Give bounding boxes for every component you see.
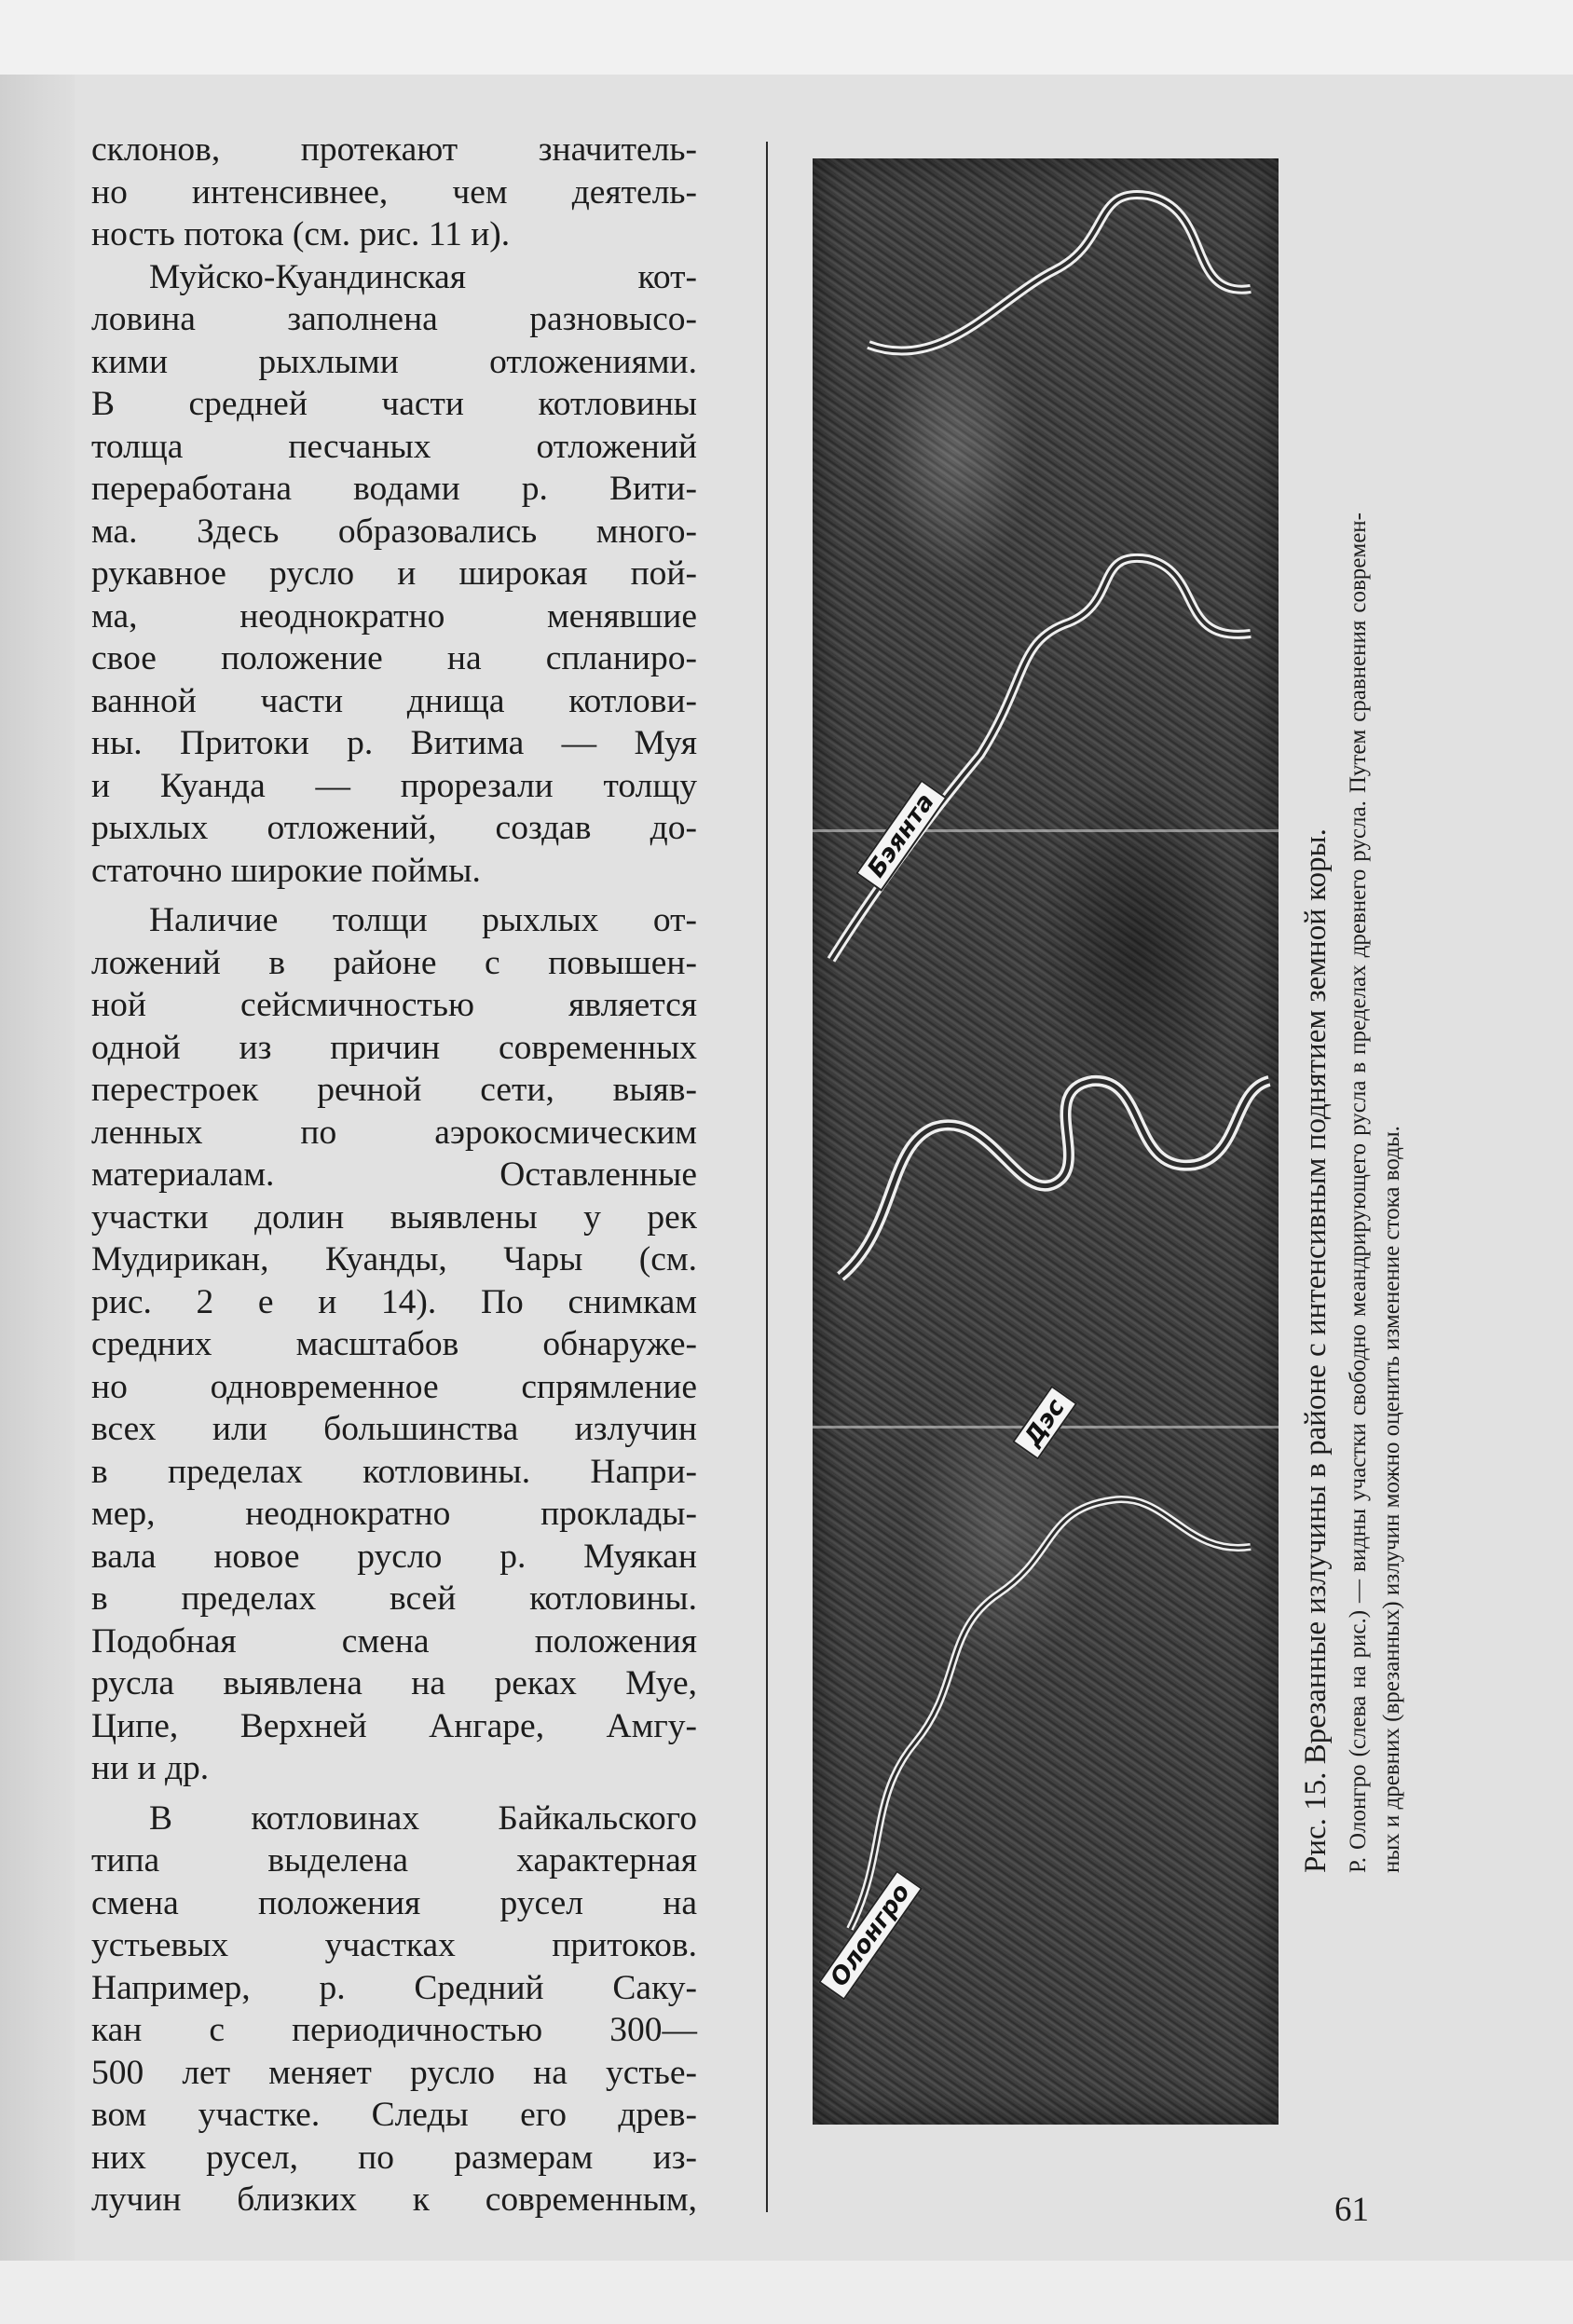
text-line: ма. Здесь образовались много- (91, 512, 697, 551)
caption-line: ных и древних (врезанных) излучин можно оценить изменение стока воды. (1379, 1126, 1404, 1873)
text-line: них русел, по размерам из- (91, 2138, 697, 2177)
paragraph-4 (91, 1798, 697, 2221)
text-line: но одновременное спрямление (91, 1367, 697, 1406)
text-line: Например, р. Средний Саку- (91, 1968, 697, 2007)
text-line: ной сейсмичностью является (91, 986, 697, 1024)
caption-description (1342, 513, 1409, 1873)
text-line: типа выделена характерная (91, 1841, 697, 1880)
text-line: ма, неоднократно менявшие (91, 596, 697, 636)
text-line: в пределах всей котловины. (91, 1579, 697, 1618)
text-line: и Куанда — прорезали толщу (91, 766, 697, 805)
text-line: В котловинах Байкальского (149, 1798, 697, 1838)
text-line: средних масштабов обнаруже- (91, 1325, 697, 1363)
text-line: рукавное русло и широкая пой- (91, 554, 697, 593)
figure-caption (1295, 513, 1472, 1873)
river-label-des: Дэс (1012, 1386, 1077, 1460)
text-line: ложений в районе с повышен- (91, 943, 697, 982)
text-line: кан с периодичностью 300— (91, 2011, 697, 2049)
scan-margin-bottom (0, 2261, 1573, 2324)
book-page (75, 75, 1573, 2261)
body-text-column (91, 129, 697, 2221)
text-line: участки долин выявлены у рек (91, 1197, 697, 1237)
text-line: но интенсивнее, чем деятель- (91, 172, 697, 212)
paragraph-2 (91, 256, 697, 893)
text-line: Подобная смена положения (91, 1621, 697, 1661)
text-line: ность потока (см. рис. 11 и). (91, 215, 511, 253)
text-line: вом участке. Следы его древ- (91, 2096, 697, 2134)
scan-margin-top (0, 0, 1573, 75)
aerial-photo-figure (813, 158, 1279, 2125)
text-line: кими рыхлыми отложениями. (91, 342, 697, 381)
text-line: Наличие толщи рыхлых от- (149, 901, 697, 939)
text-line: устьевых участках притоков. (91, 1926, 697, 1964)
text-line: рыхлых отложений, создав до- (91, 809, 697, 847)
text-line: в пределах котловины. Напри- (91, 1452, 697, 1491)
text-line: Муйско-Куандинская кот- (149, 257, 697, 296)
paragraph-3 (91, 899, 697, 1790)
text-line: толща песчаных отложений (91, 427, 697, 466)
text-line: ленных по аэрокосмическим (91, 1113, 697, 1152)
text-line: перестроек речной сети, выяв- (91, 1071, 697, 1109)
paragraph-1 (91, 129, 697, 256)
text-line: склонов, протекают значитель- (91, 130, 697, 169)
text-line: ловина заполнена разновысо- (91, 300, 697, 338)
river-label-olongro: Олонгро (818, 1870, 923, 2001)
scan-margin-left (0, 75, 75, 2261)
text-line: переработана водами р. Вити- (91, 470, 697, 508)
page-number: 61 (1334, 2191, 1369, 2229)
text-line: мер, неоднократно проклады- (91, 1495, 697, 1533)
text-line: рис. 2 е и 14). По снимкам (91, 1282, 697, 1321)
text-line: свое положение на спланиро- (91, 639, 697, 677)
text-line: смена положения русел на (91, 1883, 697, 1922)
text-line: ны. Притоки р. Витима — Муя (91, 724, 697, 762)
text-line: лучин близких к современным, (91, 2180, 697, 2219)
text-line: одной из причин современных (91, 1028, 697, 1067)
text-line: русла выявлена на реках Муе, (91, 1664, 697, 1702)
river-label-beyanta: Бэянта (855, 780, 947, 892)
text-line: статочно широкие поймы. (91, 851, 481, 890)
text-line: ни и др. (91, 1749, 210, 1787)
caption-line: Р. Олонгро (слева на рис.) — видны участки свободно меандрирующего русла в пределах древнего русла. Путем сравнения современ- (1346, 513, 1371, 1873)
text-line: всех или большинства излучин (91, 1410, 697, 1448)
caption-title: Рис. 15. Врезанные излучины в районе с интенсивным поднятием земной коры. (1299, 828, 1333, 1873)
text-line: Мудирикан, Куанды, Чары (см. (91, 1240, 697, 1278)
text-line: материалам. Оставленные (91, 1155, 697, 1194)
text-line: ванной части днища котлови- (91, 681, 697, 720)
text-line: вала новое русло р. Муякан (91, 1537, 697, 1576)
column-divider (766, 142, 768, 2212)
text-line: Ципе, Верхней Ангаре, Амгу- (91, 1706, 697, 1745)
text-line: 500 лет меняет русло на устье- (91, 2053, 697, 2092)
river-channels-overlay (813, 158, 1279, 2125)
text-line: В средней части котловины (91, 385, 697, 423)
